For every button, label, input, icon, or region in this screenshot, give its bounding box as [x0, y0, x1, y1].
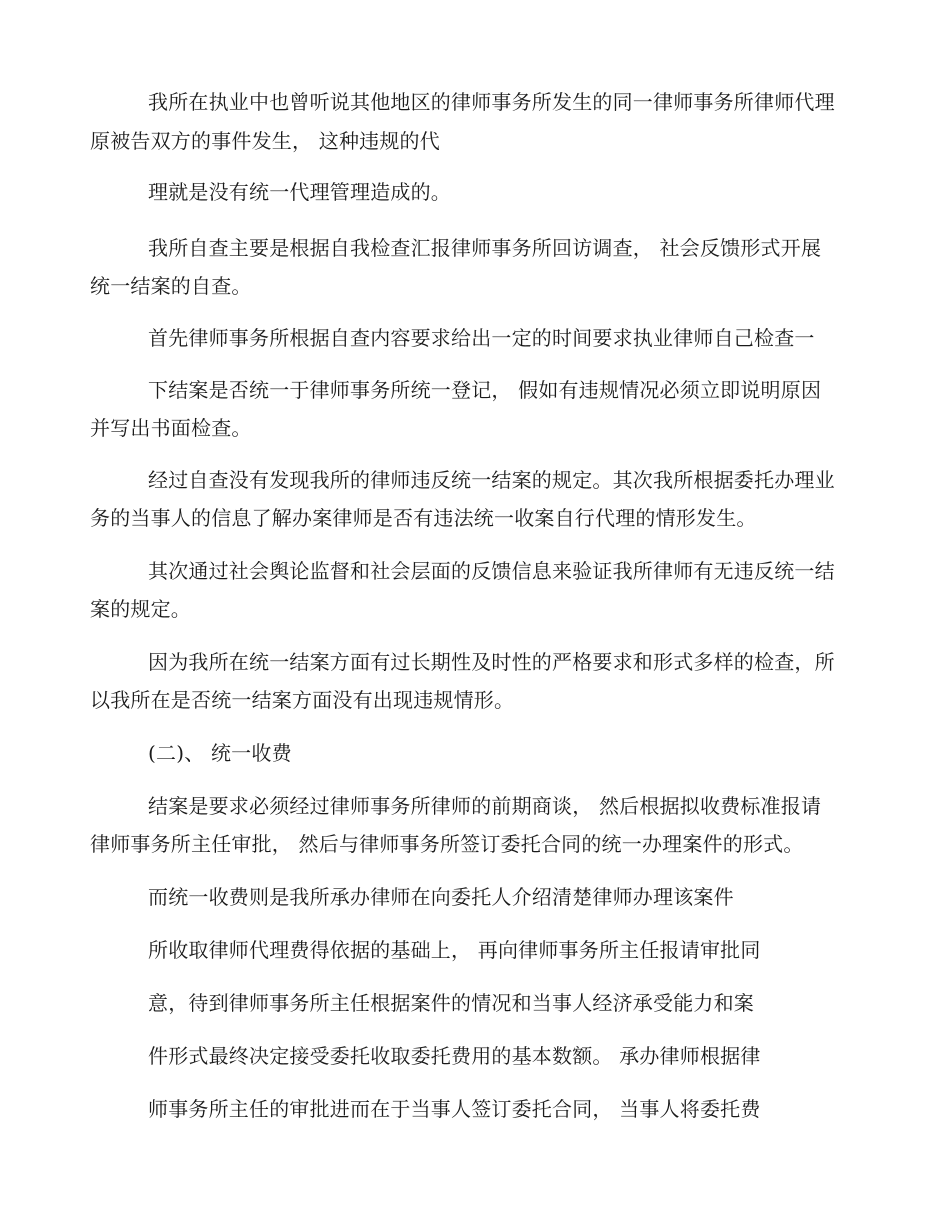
text-line: 理就是没有统一代理管理造成的。 — [148, 180, 451, 204]
section-heading: (二)、 统一收费 — [148, 741, 292, 765]
text-line: 而统一收费则是我所承办律师在向委托人介绍清楚律师办理该案件 — [148, 885, 734, 909]
text-line: 务的当事人的信息了解办案律师是否有违法统一收案自行代理的情形发生。 — [90, 506, 757, 530]
text-line: 原被告双方的事件发生， 这种违规的代 — [90, 129, 440, 153]
text-line: 经过自查没有发现我所的律师违反统一结案的规定。其次我所根据委托办理业 — [148, 468, 835, 492]
text-line: 意，待到律师事务所主任根据案件的情况和当事人经济承受能力和案 — [148, 991, 754, 1015]
text-line: 以我所在是否统一结案方面没有出现违规情形。 — [90, 688, 515, 712]
text-line: 下结案是否统一于律师事务所统一登记， 假如有违规情况必须立即说明原因 — [148, 378, 822, 402]
text-line: 其次通过社会舆论监督和社会层面的反馈信息来验证我所律师有无违反统一结 — [148, 559, 835, 583]
text-line: 统一结案的自查。 — [90, 274, 252, 298]
text-line: 案的规定。 — [90, 597, 191, 621]
text-line: 所收取律师代理费得依据的基础上， 再向律师事务所主任报请审批同 — [148, 938, 761, 962]
text-line: 律师事务所主任审批， 然后与律师事务所签订委托合同的统一办理案件的形式。 — [90, 832, 804, 856]
text-line: 我所在执业中也曾听说其他地区的律师事务所发生的同一律师事务所律师代理 — [148, 90, 835, 114]
text-line: 因为我所在统一结案方面有过长期性及时性的严格要求和形式多样的检查，所 — [148, 650, 835, 674]
text-line: 师事务所主任的审批进而在于当事人签订委托合同， 当事人将委托费 — [148, 1097, 761, 1121]
text-line: 我所自查主要是根据自我检查汇报律师事务所回访调查， 社会反馈形式开展 — [148, 236, 822, 260]
text-line: 件形式最终决定接受委托收取委托费用的基本数额。 承办律师根据律 — [148, 1044, 761, 1068]
text-line: 并写出书面检查。 — [90, 416, 252, 440]
text-line: 首先律师事务所根据自查内容要求给出一定的时间要求执业律师自己检查一 — [148, 326, 815, 350]
text-line: 结案是要求必须经过律师事务所律师的前期商谈， 然后根据拟收费标准报请 — [148, 794, 822, 818]
